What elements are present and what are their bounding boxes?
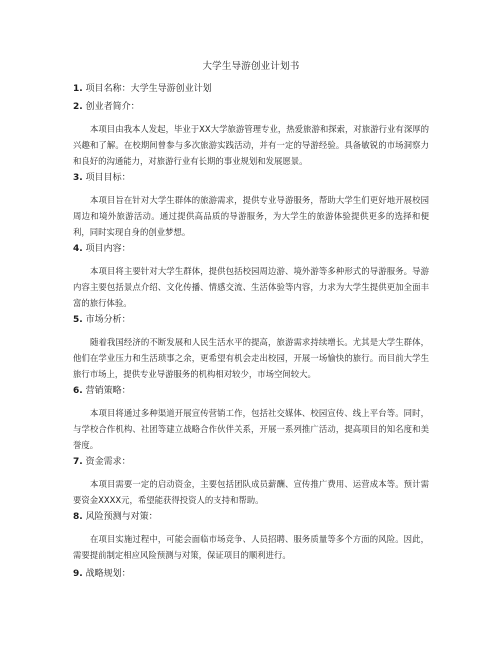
section-title: 创业者简介： <box>85 102 140 112</box>
section-title: 项目目标： <box>85 173 131 183</box>
section-title: 资金需求： <box>85 457 131 467</box>
section-number: 6. <box>73 386 83 396</box>
section-number: 9. <box>73 569 83 579</box>
section-heading-6 <box>73 385 131 397</box>
section-number: 5. <box>73 315 83 325</box>
section-heading-4 <box>73 243 131 255</box>
section-number: 2. <box>73 102 83 112</box>
section-body-4: 本项目将主要针对大学生群体，提供包括校园周边游、境外游等多种形式的导游服务。导游内容主要包括景点介绍、文化传播、情感交流、生活体验等内容，力求为大学生提供更加全面丰富的旅行体验。 <box>73 266 429 308</box>
section-heading-1 <box>73 83 212 95</box>
section-title: 项目名称：大学生导游创业计划 <box>85 84 212 94</box>
section-heading-8 <box>73 511 158 523</box>
section-number: 8. <box>73 512 83 522</box>
section-heading-3 <box>73 172 131 184</box>
section-number: 4. <box>73 244 83 254</box>
document-title: 大学生导游创业计划书 <box>202 61 300 72</box>
section-title: 风险预测与对策： <box>85 512 158 522</box>
section-heading-2 <box>73 101 140 113</box>
section-body-3: 本项目旨在针对大学生群体的旅游需求，提供专业导游服务，帮助大学生们更好地开展校园周边和境外旅游活动。通过提供高品质的导游服务，为大学生的旅游体验提供更多的选择和便利，同时实现自身的创业梦想。 <box>73 195 429 237</box>
section-body-8: 在项目实施过程中，可能会面临市场竞争、人员招聘、服务质量等多个方面的风险。因此，需要提前制定相应风险预测与对策，保证项目的顺利进行。 <box>73 534 429 560</box>
section-heading-7 <box>73 456 131 468</box>
section-body-5: 随着我国经济的不断发展和人民生活水平的提高，旅游需求持续增长。尤其是大学生群体，他们在学业压力和生活琐事之余，更希望有机会走出校园，开展一场愉快的旅行。而目前大学生旅行市场上，提供专业导游服务的机构相对较少，市场空间较大。 <box>73 337 429 379</box>
section-body-6: 本项目将通过多种渠道开展宣传营销工作，包括社交媒体、校园宣传、线上平台等。同时，与学校合作机构、社团等建立战略合作伙伴关系，开展一系列推广活动，提高项目的知名度和美誉度。 <box>73 408 429 450</box>
section-title: 项目内容： <box>85 244 131 254</box>
section-number: 7. <box>73 457 83 467</box>
section-number: 1. <box>73 84 83 94</box>
section-title: 营销策略： <box>85 386 131 396</box>
section-heading-9 <box>73 568 131 580</box>
section-body-2: 本项目由我本人发起，毕业于XX大学旅游管理专业，热爱旅游和探索，对旅游行业有深厚的兴趣和了解。在校期间曾参与多次旅游实践活动，并有一定的导游经验。具备敏锐的市场洞察力和良好的沟通能力，对旅游行业有长期的事业规划和发展愿景。 <box>73 124 429 166</box>
section-number: 3. <box>73 173 83 183</box>
section-title: 市场分析： <box>85 315 131 325</box>
section-title: 战略规划： <box>85 569 131 579</box>
section-body-7: 本项目需要一定的启动资金，主要包括团队成员薪酬、宣传推广费用、运营成本等。预计需要资金XXXX元，希望能获得投资人的支持和帮助。 <box>73 479 429 505</box>
section-heading-5 <box>73 314 131 326</box>
